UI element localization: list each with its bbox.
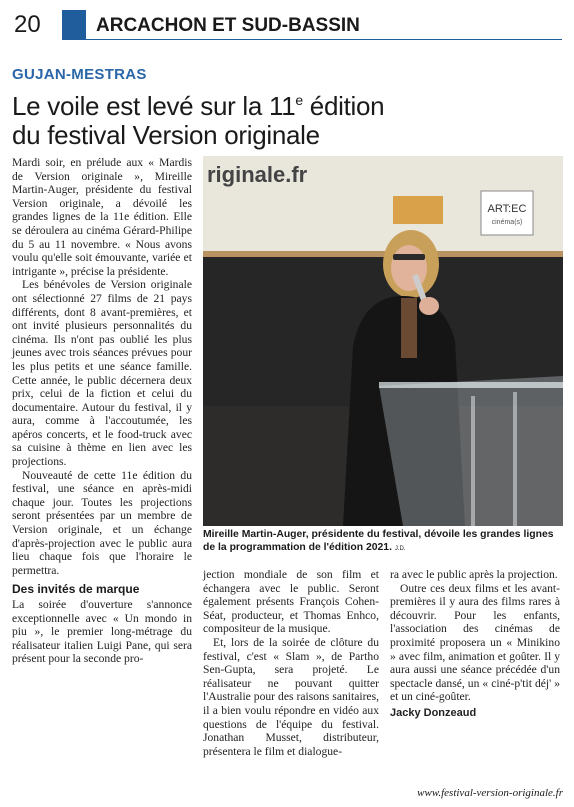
subheading: Des invités de marque: [12, 582, 140, 597]
speaker-glasses: [393, 254, 425, 260]
artec-logo-text: ART:EC: [487, 203, 527, 215]
article-headline: [12, 86, 557, 150]
paragraph: Nouveauté de cette 11e édition du festival, une séance en après-midi chaque jour. Toutes les projections seront présentées par un membre de Version originale, et un échange d'après-projection avec le public aura lieu chaque fois que l'horaire le permettra.: [12, 468, 192, 577]
article-photo: [203, 156, 563, 526]
speaker-face: [391, 245, 427, 291]
paragraph: Les bénévoles de Version originale ont sélectionné 27 films de 21 pays différents, dont 8 avant-premières, et ont invité plusieurs personnalités du cinéma. Ils n'ont pas oublié les plus jeunes avec trois séances prévues pour les plus petits et une séance famille. Cette année, le public décernera deux prix, celui de la fiction et celui du documentaire. Autour du festival, il y aura, comme à l'accoutumée, les apéros concerts, et le food-truck avec sa cuisine à thème en lien avec les projections.: [12, 278, 192, 469]
headline-superscript: e: [295, 92, 303, 108]
paragraph: Mardi soir, en prélude aux « Mardis de Version originale », Mireille Martin-Auger, présidente du festival Version originale, a dévoilé les grandes lignes de la 11e édition. Elle se déroulera au cinéma Gérard-Philipe du 5 au 11 novembre. « Nous avons voulu qu'elle soit émouvante, variée et intrigante », précise la présidente.: [12, 156, 192, 278]
screen-text: riginale.fr: [207, 162, 308, 187]
section-title: ARCACHON ET SUD-BASSIN: [96, 15, 360, 36]
headline-part-2: édition: [302, 91, 385, 121]
paragraph: Et, lors de la soirée de clôture du festival, c'est « Slam », de Partho Sen-Gupta, sera projeté. Le réalisateur ne pouvant quitter l'Australie pour des raisons sanitaires, il a bien voulu répondre en vidéo aux questions de l'équipe du festival. Jonathan Musset, distributeur, présentera le film et dialogue-: [203, 635, 379, 758]
headline-line-2: du festival Version originale: [12, 120, 320, 150]
header-color-block: [62, 10, 86, 40]
speaker-hand: [419, 297, 439, 315]
caption-credit: J.D.: [394, 546, 406, 552]
paragraph: jection mondiale de son film et échangera avec le public. Seront également présents François Cohen-Séat, producteur, et Thomas Enhco, compositeur de la musique.: [203, 568, 379, 636]
photo-caption: [203, 528, 565, 556]
article-column-3: [390, 568, 560, 721]
speaker-scarf: [401, 298, 417, 358]
screen-logo-orange: [393, 196, 443, 224]
caption-text: Mireille Martin-Auger, présidente du festival, dévoile les grandes lignes de la programmation de l'édition 2021.: [203, 529, 554, 553]
paragraph: La soirée d'ouverture s'annonce exceptionnelle avec « Un mondo in piu », le premier long-métrage du réalisateur italien Luigi Pane, qui sera présent pour la seconde pro-: [12, 598, 192, 666]
artec-logo-subtext: cinéma(s): [491, 219, 523, 226]
article-column-1: [12, 156, 192, 666]
author-signature: Jacky Donzeaud: [390, 706, 477, 719]
paragraph: ra avec le public après la projection.: [390, 568, 558, 581]
festival-website-link[interactable]: www.festival-version-originale.fr: [417, 787, 563, 799]
photo-illustration: [203, 156, 563, 526]
page-header: [12, 10, 562, 40]
paragraph: Outre ces deux films et les avant-premières il y aura des films rares à découvrir. Pour les enfants, l'association des cinémas de proximité proposera un « Minikino » avec film, animation et goûter. Il y aura aussi une séance précédée d'un spectacle dansé, un « ciné-p'tit déj' » et un ciné-goûter.: [390, 581, 560, 704]
headline-part-1: Le voile est levé sur la 11: [12, 91, 296, 121]
article-column-2: [203, 568, 379, 758]
article-kicker: GUJAN-MESTRAS: [12, 66, 147, 83]
header-rule: [86, 39, 562, 40]
page-number: 20: [14, 11, 41, 38]
